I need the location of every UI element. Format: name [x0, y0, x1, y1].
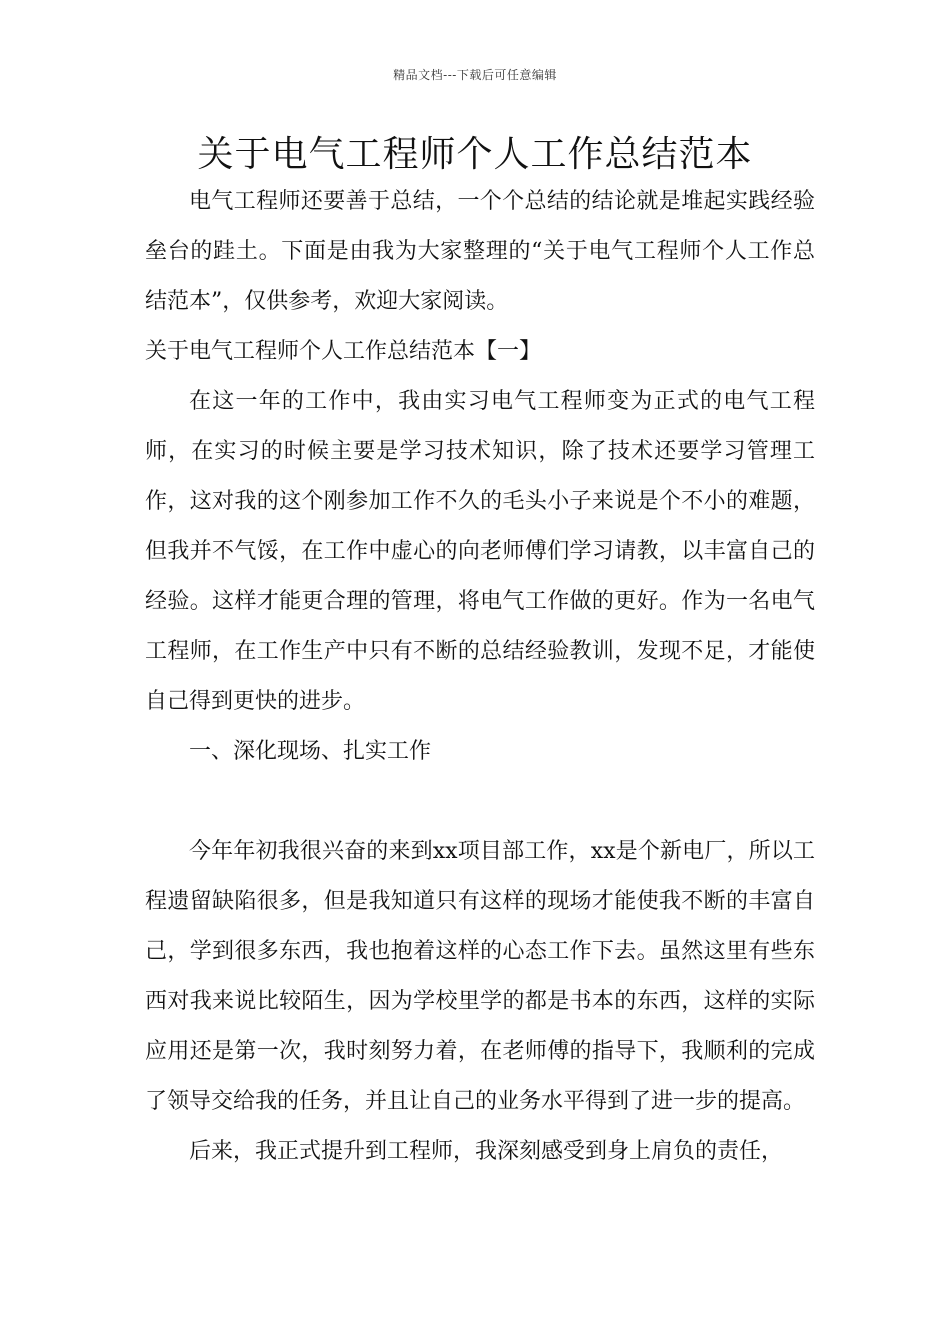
- subheading-1: 一、深化现场、扎实工作: [189, 739, 432, 764]
- intro-paragraph: 电气工程师还要善于总结，一个个总结的结论就是堆起实践经验垒台的跬土。下面是由我为大家整理的“关于电气工程师个人工作总结范本”，仅供参考，欢迎大家阅读。: [145, 189, 815, 314]
- section-heading: 关于电气工程师个人工作总结范本【一】: [145, 339, 542, 364]
- blank-line: [145, 777, 815, 827]
- body-paragraph-2: 今年年初我很兴奋的来到xx项目部工作，xx是个新电厂，所以工程遗留缺陷很多，但是我知道只有这样的现场才能使我不断的丰富自己，学到很多东西，我也抱着这样的心态工作下去。虽然这里有些东西对我来说比较陌生，因为学校里学的都是书本的东西，这样的实际应用还是第一次，我时刻努力着，在老师傅的指导下，我顺利的完成了领导交给我的任务，并且让自己的业务水平得到了进一步的提高。: [145, 839, 815, 1114]
- header-note: 精品文档---下载后可任意编辑: [393, 68, 557, 82]
- document-body: [145, 177, 815, 1177]
- body-paragraph-3: 后来，我正式提升到工程师，我深刻感受到身上肩负的责任，: [189, 1139, 784, 1164]
- body-paragraph-1: 在这一年的工作中，我由实习电气工程师变为正式的电气工程师，在实习的时候主要是学习技术知识，除了技术还要学习管理工作，这对我的这个刚参加工作不久的毛头小子来说是个不小的难题，但我并不气馁，在工作中虚心的向老师傅们学习请教，以丰富自己的经验。这样才能更合理的管理，将电气工作做的更好。作为一名电气工程师，在工作生产中只有不断的总结经验教训，发现不足，才能使自己得到更快的进步。: [145, 389, 815, 714]
- document-title: 关于电气工程师个人工作总结范本: [197, 134, 753, 175]
